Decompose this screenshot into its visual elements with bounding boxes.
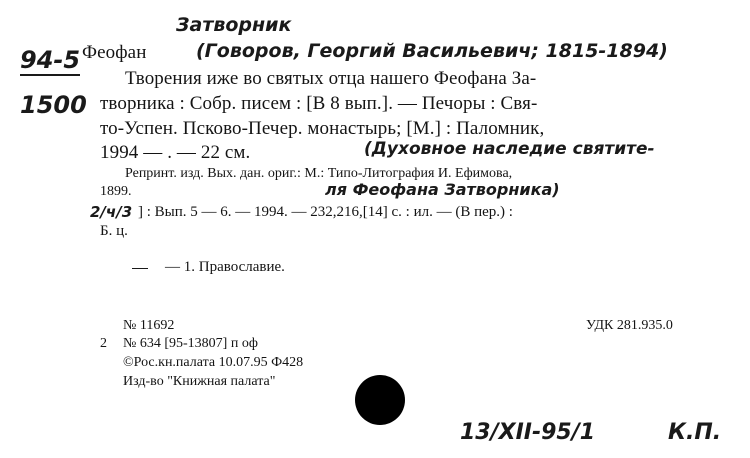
handwritten-title-note: Затворник bbox=[176, 14, 292, 36]
title-line-3: то-Успен. Псково-Печер. монастырь; [М.] : Паломник, bbox=[100, 118, 545, 139]
subject-mark bbox=[132, 268, 148, 269]
handwritten-price: 1500 bbox=[20, 91, 87, 119]
handwritten-series-note-1: (Духовное наследие святите- bbox=[364, 139, 655, 159]
title-line-1: Творения иже во святых отца нашего Феофана За- bbox=[125, 68, 537, 89]
copy-count: 2 bbox=[100, 336, 107, 351]
issue-line-1: ] : Вып. 5 — 6. — 1994. — 232,216,[14] с. : ил. — (В пер.) : bbox=[138, 204, 513, 220]
subject-heading: — 1. Православие. bbox=[165, 259, 285, 275]
publisher-line: Изд-во "Книжная палата" bbox=[123, 374, 276, 389]
udk-code: УДК 281.935.0 bbox=[586, 318, 673, 333]
title-line-4: 1994 — . — 22 см. bbox=[100, 142, 251, 163]
handwritten-date: 13/XII-95/1 bbox=[460, 420, 596, 445]
copyright-line: ©Рос.кн.палата 10.07.95 Ф428 bbox=[123, 355, 304, 370]
handwritten-call-code: 94-5 bbox=[20, 46, 81, 74]
reprint-line-1: Репринт. изд. Вых. дан. ориг.: М.: Типо-Литография И. Ефимова, bbox=[125, 166, 513, 181]
issue-line-2: Б. ц. bbox=[100, 223, 128, 239]
card-number: № 11692 bbox=[123, 318, 175, 333]
black-stamp-dot bbox=[355, 375, 405, 425]
order-number: № 634 [95-13807] п оф bbox=[123, 336, 258, 351]
reprint-line-2: 1899. bbox=[100, 184, 132, 199]
handwritten-series-note-2: ля Феофана Затворника) bbox=[325, 180, 560, 199]
handwritten-author-full: (Говоров, Георгий Васильевич; 1815-1894) bbox=[196, 40, 668, 62]
handwritten-initials: К.П. bbox=[668, 420, 722, 445]
heading-author: Феофан bbox=[82, 42, 147, 63]
title-line-2: творника : Собр. писем : [В 8 вып.]. — Печоры : Свя- bbox=[100, 93, 538, 114]
handwritten-issue-prefix: 2/ч/3 bbox=[90, 203, 133, 221]
